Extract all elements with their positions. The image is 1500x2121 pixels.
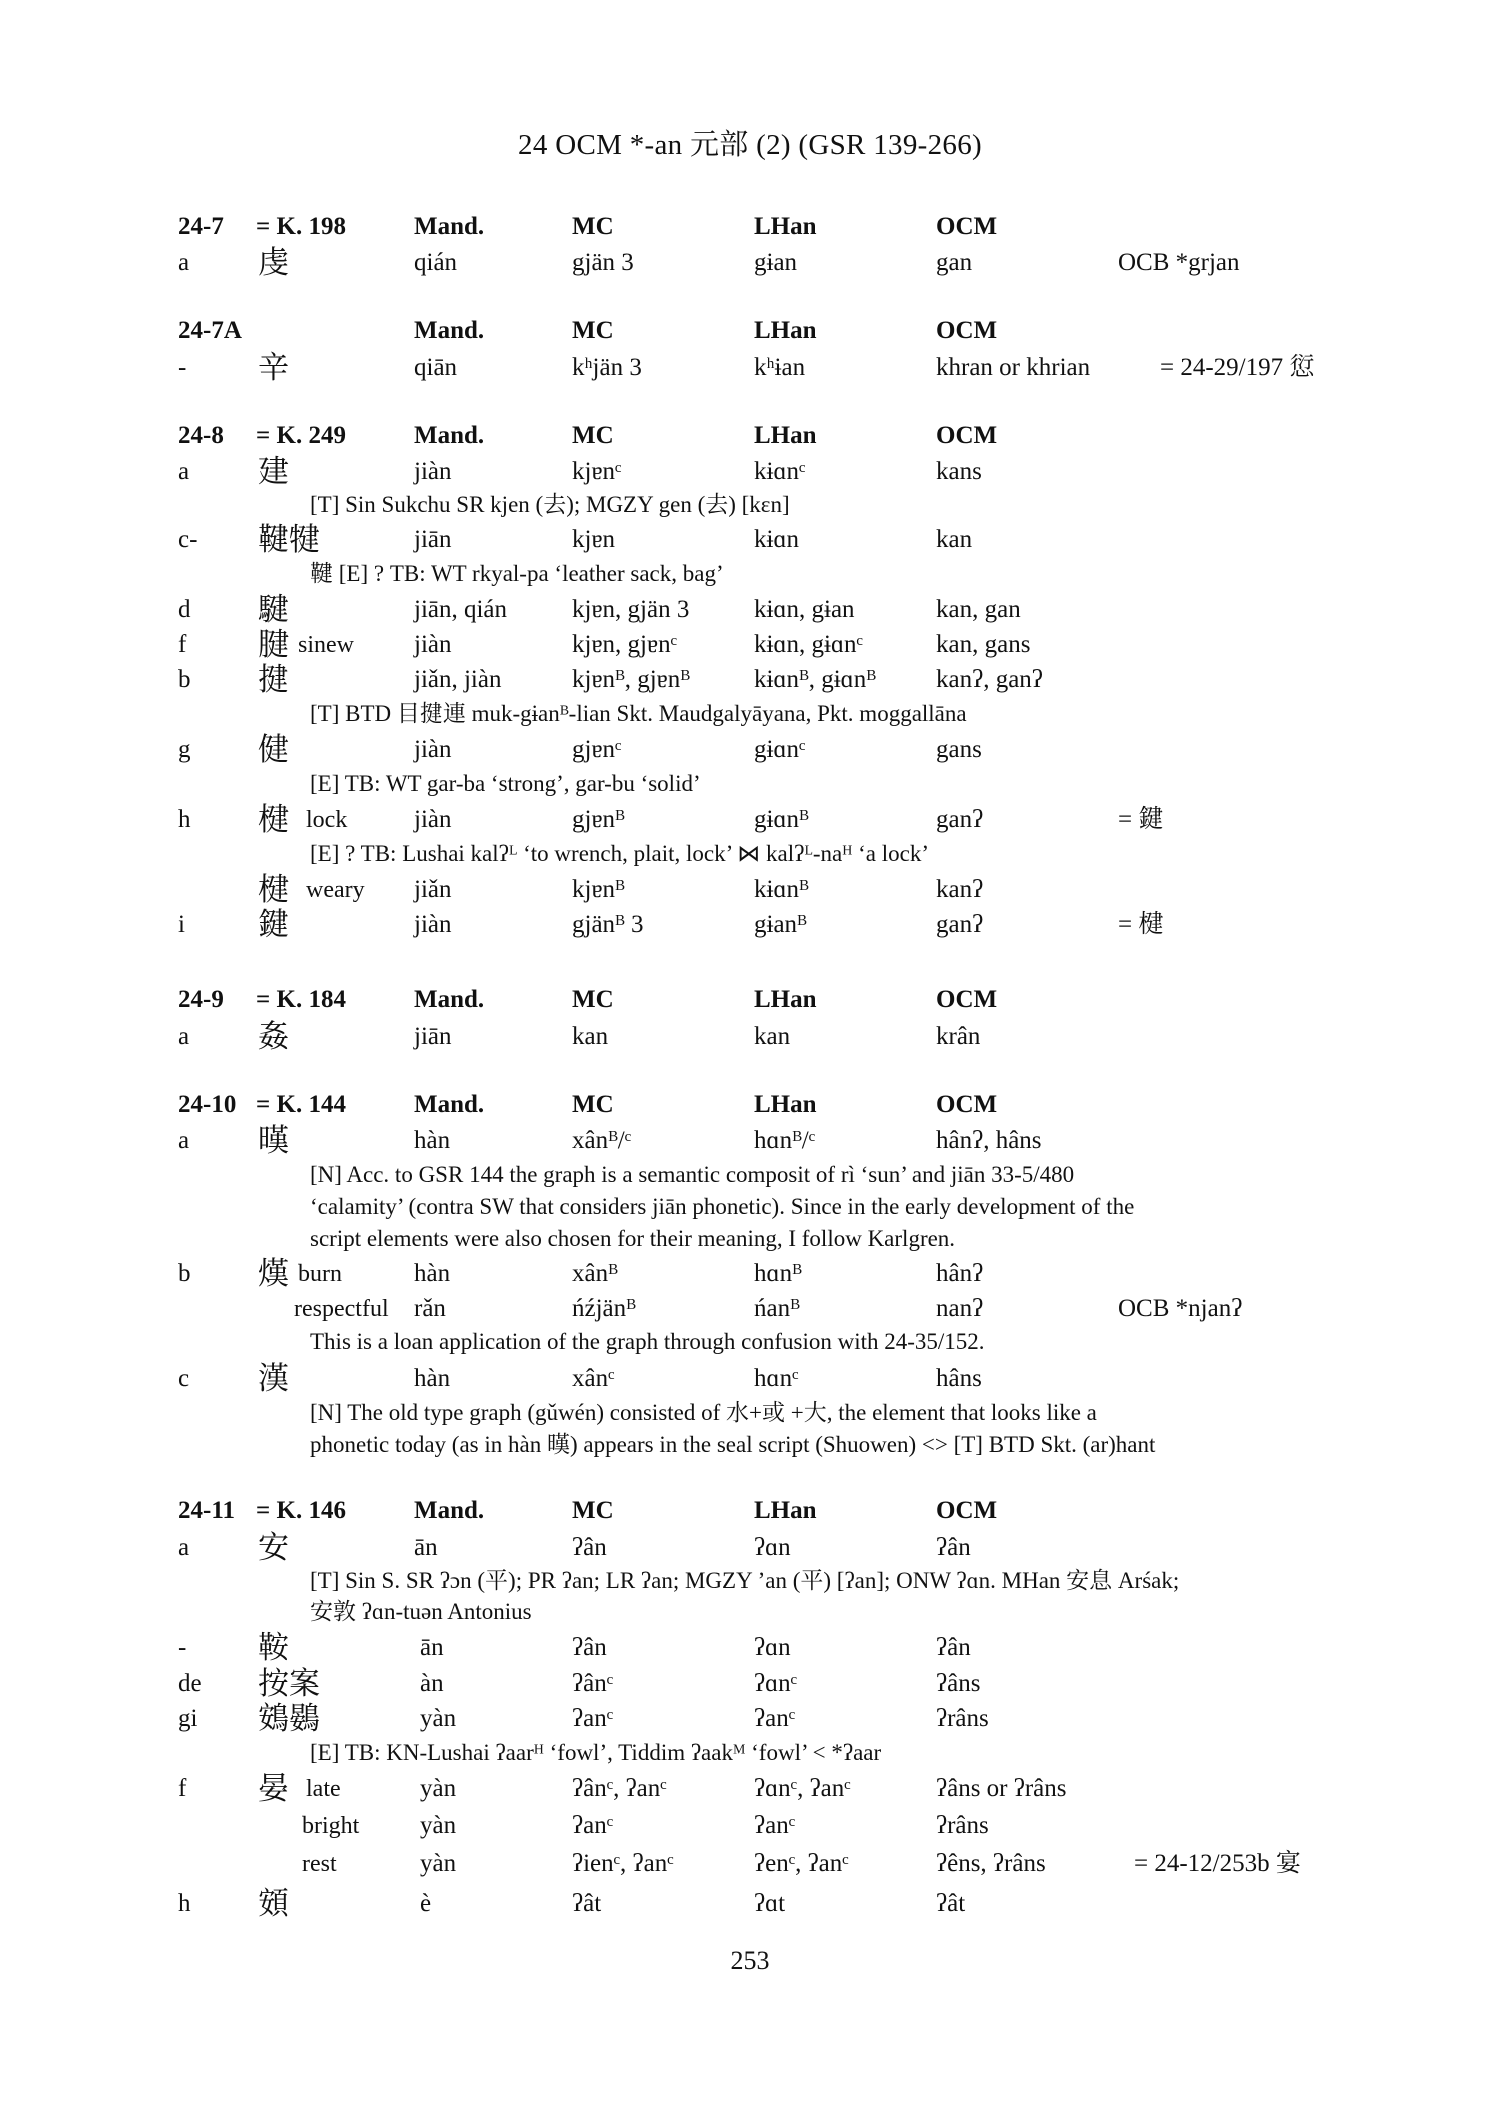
- col-lhan: LHan: [754, 422, 817, 449]
- entry-lhan: hɑnᴮ: [754, 1260, 802, 1287]
- col-ocm: OCM: [936, 986, 998, 1013]
- entry-lhan: gɨɑnᴮ: [754, 806, 809, 833]
- entry-gloss: rest: [302, 1851, 337, 1877]
- entry-ocm: hâns: [936, 1365, 982, 1392]
- entry-mc: gjän 3: [572, 249, 634, 276]
- entry-char: 鍵: [258, 907, 289, 943]
- entry-ocm: krân: [936, 1023, 981, 1050]
- col-mc: MC: [572, 317, 614, 344]
- section-header-24-9: [0, 983, 1500, 1017]
- entry-mand: yàn: [420, 1775, 457, 1802]
- entry-char: 鴳鷃: [258, 1701, 320, 1737]
- entry-id: -: [178, 1634, 187, 1661]
- entry-mand: hàn: [414, 1260, 451, 1287]
- col-mc: MC: [572, 986, 614, 1013]
- entry-char: 按案: [258, 1666, 320, 1702]
- entry-row: [0, 1809, 1500, 1843]
- entry-lhan: kɨɑnᴮ, gɨɑnᴮ: [754, 666, 876, 693]
- entry-row: [0, 1702, 1500, 1736]
- entry-id: b: [178, 1260, 191, 1287]
- col-lhan: LHan: [754, 1497, 817, 1524]
- entry-row: [0, 1887, 1500, 1921]
- entry-row: [0, 1257, 1500, 1291]
- entry-id: c-: [178, 526, 198, 553]
- entry-mand: jiàn: [414, 911, 452, 938]
- entry-mc: ʔanᶜ: [572, 1812, 614, 1839]
- entry-lhan: ʔɑnᶜ: [754, 1670, 798, 1697]
- entry-mc: ʔânᶜ, ʔanᶜ: [572, 1775, 667, 1802]
- entry-lhan: hɑnᶜ: [754, 1365, 799, 1392]
- entry-id: h: [178, 806, 191, 833]
- entry-ocm: kan, gan: [936, 596, 1021, 623]
- entry-note: = 楗: [1118, 911, 1164, 938]
- entry-mand: àn: [420, 1670, 444, 1697]
- col-ocm: OCM: [936, 1497, 998, 1524]
- section-header-24-11: [0, 1494, 1500, 1528]
- entry-lhan: kɨɑn, gɨan: [754, 596, 855, 623]
- entry-mand: yàn: [420, 1850, 457, 1877]
- entry-id: a: [178, 249, 190, 276]
- entry-char: 安: [258, 1530, 289, 1566]
- entry-note: OCB *njanʔ: [1118, 1295, 1243, 1322]
- entry-lhan: kan: [754, 1023, 791, 1050]
- entry-mc: ʔanᶜ: [572, 1705, 614, 1732]
- entry-gloss: burn: [298, 1261, 342, 1287]
- col-ocm: OCM: [936, 213, 998, 240]
- karlgren-ref: = K. 144: [256, 1091, 346, 1118]
- entry-lhan: kɨɑn: [754, 526, 800, 553]
- entry-row: [0, 1531, 1500, 1565]
- entry-ocm: kan: [936, 526, 973, 553]
- entry-gloss: weary: [306, 877, 365, 903]
- entry-ocm: ganʔ: [936, 911, 984, 938]
- entry-gloss: bright: [302, 1813, 360, 1839]
- entry-id: d: [178, 596, 191, 623]
- entry-char: 漢: [258, 1361, 289, 1397]
- entry-mc: ʔân: [572, 1634, 607, 1661]
- entry-mc: kjɐnᴮ: [572, 876, 625, 903]
- col-ocm: OCM: [936, 422, 998, 449]
- entry-mc: kjɐn: [572, 526, 616, 553]
- col-ocm: OCM: [936, 1091, 998, 1118]
- entry-char: 建: [258, 454, 289, 490]
- entry-mc: gjänᴮ 3: [572, 911, 644, 938]
- entry-comment: 安敦 ʔɑn-tuən Antonius: [310, 1599, 532, 1624]
- entry-id: a: [178, 1023, 190, 1050]
- entry-lhan: ʔɑnᶜ, ʔanᶜ: [754, 1775, 851, 1802]
- entry-id: i: [178, 911, 185, 938]
- entry-char: 腱: [258, 627, 289, 663]
- entry-mc: xânᴮ/ᶜ: [572, 1127, 632, 1154]
- entry-mand: jiān: [414, 1023, 452, 1050]
- entry-ocm: ganʔ: [936, 806, 984, 833]
- section-header-24-7: [0, 210, 1500, 244]
- entry-row: [0, 1631, 1500, 1665]
- entry-lhan: ʔɑn: [754, 1634, 791, 1661]
- entry-ocm: nanʔ: [936, 1295, 984, 1322]
- entry-mand: jiàn: [414, 631, 452, 658]
- col-mc: MC: [572, 1497, 614, 1524]
- entry-row: [0, 455, 1500, 489]
- entry-char: 辛: [258, 350, 289, 386]
- entry-lhan: ʔenᶜ, ʔanᶜ: [754, 1850, 849, 1877]
- entry-mc: kjɐnᶜ: [572, 458, 622, 485]
- entry-mc: gjɐnᴮ: [572, 806, 625, 833]
- entry-lhan: ʔɑt: [754, 1890, 786, 1917]
- entry-mand: rǎn: [414, 1295, 446, 1322]
- entry-ocm: khran or khrian: [936, 354, 1091, 381]
- karlgren-ref: = K. 198: [256, 213, 346, 240]
- entry-row: [0, 663, 1500, 697]
- entry-mand: hàn: [414, 1127, 451, 1154]
- section-header-24-8: [0, 419, 1500, 453]
- entry-char: 揵: [258, 662, 289, 698]
- entry-row: [0, 908, 1500, 942]
- col-lhan: LHan: [754, 1091, 817, 1118]
- entry-lhan: ʔanᶜ: [754, 1705, 796, 1732]
- entry-lhan: kɨɑnᴮ: [754, 876, 809, 903]
- entry-lhan: kɨɑn, gɨɑnᶜ: [754, 631, 863, 658]
- section-id: 24-10: [178, 1091, 237, 1118]
- col-mand: Mand.: [414, 1497, 485, 1524]
- entry-comment: [N] The old type graph (gǔwén) consisted of 水+或 +大, the element that looks like a: [310, 1400, 1097, 1425]
- entry-row: [0, 1667, 1500, 1701]
- entry-id: h: [178, 1890, 191, 1917]
- entry-mand: jiàn: [414, 806, 452, 833]
- entry-gloss: sinew: [298, 632, 354, 658]
- entry-char: 姦: [258, 1019, 289, 1055]
- col-lhan: LHan: [754, 213, 817, 240]
- entry-comment: phonetic today (as in hàn 暵) appears in the seal script (Shuowen) <> [T] BTD Skt. (ar)hant: [310, 1432, 1156, 1457]
- entry-ocm: hânʔ, hâns: [936, 1127, 1042, 1154]
- entry-id: f: [178, 631, 187, 658]
- entry-gloss: respectful: [294, 1296, 389, 1322]
- entry-row: [0, 803, 1500, 837]
- entry-id: a: [178, 1127, 190, 1154]
- entry-row: [0, 628, 1500, 662]
- entry-comment: [E] TB: WT gar-ba ‘strong’, gar-bu ‘solid’: [310, 771, 701, 796]
- entry-lhan: gɨan: [754, 249, 798, 276]
- entry-ocm: hânʔ: [936, 1260, 984, 1287]
- entry-char: 暵: [258, 1123, 289, 1159]
- entry-mc: kjɐn, gjän 3: [572, 596, 690, 623]
- entry-mc: kjɐn, gjɐnᶜ: [572, 631, 677, 658]
- col-lhan: LHan: [754, 317, 817, 344]
- entry-comment: [N] Acc. to GSR 144 the graph is a semantic composit of rì ‘sun’ and jiān 33-5/480: [310, 1162, 1075, 1187]
- entry-comment: [E] ? TB: Lushai kalʔᴸ ‘to wrench, plait, lock’ ⋈ kalʔᴸ-naᴴ ‘a lock’: [310, 841, 930, 866]
- entry-lhan: kʰɨan: [754, 354, 806, 381]
- entry-char: 楗: [258, 802, 289, 838]
- entry-id: c: [178, 1365, 190, 1392]
- entry-comment: [T] Sin S. SR ʔɔn (平); PR ʔan; LR ʔan; MGZY ’an (平) [ʔan]; ONW ʔɑn. MHan 安息 Arśak;: [310, 1568, 1180, 1593]
- entry-id: a: [178, 458, 190, 485]
- entry-note: = 鍵: [1118, 806, 1164, 833]
- entry-ocm: ʔêns, ʔrâns: [936, 1850, 1046, 1877]
- karlgren-ref: = K. 146: [256, 1497, 346, 1524]
- entry-comment: This is a loan application of the graph through confusion with 24-35/152.: [310, 1329, 985, 1354]
- col-mand: Mand.: [414, 213, 485, 240]
- entry-mc: ńźjänᴮ: [572, 1295, 636, 1322]
- entry-ocm: gans: [936, 736, 982, 763]
- entry-mand: jiǎn: [414, 876, 452, 903]
- entry-mand: ān: [420, 1634, 444, 1661]
- entry-row: [0, 873, 1500, 907]
- entry-gloss: lock: [306, 807, 348, 833]
- col-mand: Mand.: [414, 1091, 485, 1118]
- entry-mand: jiàn: [414, 736, 452, 763]
- entry-char: 熯: [258, 1256, 289, 1292]
- entry-mand: jiān, qián: [414, 596, 508, 623]
- entry-mand: è: [420, 1890, 432, 1917]
- entry-ocm: kanʔ, ganʔ: [936, 666, 1043, 693]
- entry-ocm: ʔâns: [936, 1670, 981, 1697]
- entry-char: 晏: [258, 1771, 289, 1807]
- entry-mand: qiān: [414, 354, 458, 381]
- entry-ocm: ʔâns or ʔrâns: [936, 1775, 1067, 1802]
- entry-mand: jiàn: [414, 458, 452, 485]
- entry-row: [0, 246, 1500, 280]
- entry-mc: xânᴮ: [572, 1260, 618, 1287]
- entry-mand: qián: [414, 249, 458, 276]
- entry-id: -: [178, 354, 187, 381]
- entry-mc: xânᶜ: [572, 1365, 615, 1392]
- entry-comment: script elements were also chosen for their meaning, I follow Karlgren.: [310, 1226, 956, 1251]
- entry-row: [0, 1362, 1500, 1396]
- entry-id: gi: [178, 1705, 198, 1732]
- karlgren-ref: = K. 249: [256, 422, 346, 449]
- entry-note: OCB *grjan: [1118, 249, 1240, 276]
- entry-lhan: ńanᴮ: [754, 1295, 800, 1322]
- col-mand: Mand.: [414, 986, 485, 1013]
- entry-lhan: ʔɑn: [754, 1534, 791, 1561]
- entry-ocm: kan, gans: [936, 631, 1031, 658]
- col-mc: MC: [572, 213, 614, 240]
- page-header: 24 OCM *-an 元部 (2) (GSR 139-266): [518, 129, 982, 161]
- entry-mand: hàn: [414, 1365, 451, 1392]
- entry-row: [0, 1124, 1500, 1158]
- entry-mc: kʰjän 3: [572, 354, 642, 381]
- section-id: 24-7: [178, 213, 224, 240]
- karlgren-ref: = K. 184: [256, 986, 346, 1013]
- entry-id: b: [178, 666, 191, 693]
- section-header-24-10: [0, 1088, 1500, 1122]
- entry-char: 虔: [258, 245, 289, 281]
- entry-ocm: ʔât: [936, 1890, 966, 1917]
- entry-mand: jiān: [414, 526, 452, 553]
- entry-lhan: gɨɑnᶜ: [754, 736, 806, 763]
- entry-mand: jiǎn, jiàn: [414, 666, 502, 693]
- entry-id: de: [178, 1670, 202, 1697]
- entry-mc: kan: [572, 1023, 609, 1050]
- section-id: 24-9: [178, 986, 224, 1013]
- entry-gloss: late: [306, 1776, 341, 1802]
- entry-row: [0, 1292, 1500, 1326]
- entry-row: [0, 351, 1500, 385]
- entry-comment: 鞬 [E] ? TB: WT rkyal-pa ‘leather sack, bag’: [310, 561, 724, 586]
- entry-id: a: [178, 1534, 190, 1561]
- entry-mc: gjɐnᶜ: [572, 736, 622, 763]
- section-id: 24-7A: [178, 317, 242, 344]
- entry-ocm: ʔrâns: [936, 1812, 989, 1839]
- col-mc: MC: [572, 1091, 614, 1118]
- col-mand: Mand.: [414, 317, 485, 344]
- entry-ocm: kanʔ: [936, 876, 984, 903]
- entry-mc: ʔânᶜ: [572, 1670, 614, 1697]
- entry-mand: yàn: [420, 1812, 457, 1839]
- entry-ocm: ʔrâns: [936, 1705, 989, 1732]
- entry-char: 鞍: [258, 1630, 289, 1666]
- entry-comment: ‘calamity’ (contra SW that considers jiān phonetic). Since in the early development of the: [310, 1194, 1135, 1219]
- col-ocm: OCM: [936, 317, 998, 344]
- entry-char: 騝: [258, 592, 289, 628]
- page-number: 253: [730, 1946, 770, 1975]
- entry-ocm: gan: [936, 249, 973, 276]
- entry-comment: [T] BTD 目揵連 muk-gɨanᴮ-lian Skt. Maudgalyāyana, Pkt. moggallāna: [310, 701, 967, 726]
- entry-ocm: kans: [936, 458, 982, 485]
- entry-note: = 24-29/197 愆: [1160, 354, 1315, 381]
- entry-comment: [T] Sin Sukchu SR kjen (去); MGZY gen (去) [kɛn]: [310, 492, 790, 517]
- entry-row: [0, 523, 1500, 557]
- entry-row: [0, 1020, 1500, 1054]
- entry-mand: ān: [414, 1534, 438, 1561]
- section-id: 24-11: [178, 1497, 235, 1524]
- entry-ocm: ʔân: [936, 1634, 971, 1661]
- entry-mc: ʔât: [572, 1890, 602, 1917]
- entry-lhan: gɨanᴮ: [754, 911, 807, 938]
- entry-row: [0, 593, 1500, 627]
- entry-mc: ʔienᶜ, ʔanᶜ: [572, 1850, 674, 1877]
- section-header-24-7A: [0, 314, 1500, 348]
- entry-char: 頞: [258, 1886, 289, 1922]
- section-id: 24-8: [178, 422, 224, 449]
- col-mand: Mand.: [414, 422, 485, 449]
- entry-mc: ʔân: [572, 1534, 607, 1561]
- entry-mand: yàn: [420, 1705, 457, 1732]
- entry-row: [0, 733, 1500, 767]
- col-lhan: LHan: [754, 986, 817, 1013]
- entry-row: [0, 1772, 1500, 1806]
- entry-row: [0, 1847, 1500, 1881]
- entry-comment: [E] TB: KN-Lushai ʔaarᴴ ‘fowl’, Tiddim ʔaakᴹ ‘fowl’ < *ʔaar: [310, 1740, 882, 1765]
- entry-id: f: [178, 1775, 187, 1802]
- col-mc: MC: [572, 422, 614, 449]
- entry-id: g: [178, 736, 191, 763]
- entry-mc: kjɐnᴮ, gjɐnᴮ: [572, 666, 690, 693]
- entry-char: 楗: [258, 872, 289, 908]
- entry-char: 鞬犍: [258, 522, 320, 558]
- entry-note: = 24-12/253b 宴: [1134, 1850, 1301, 1877]
- entry-char: 健: [258, 732, 289, 768]
- entry-lhan: hɑnᴮ/ᶜ: [754, 1127, 816, 1154]
- entry-ocm: ʔân: [936, 1534, 971, 1561]
- entry-lhan: ʔanᶜ: [754, 1812, 796, 1839]
- entry-lhan: kɨɑnᶜ: [754, 458, 806, 485]
